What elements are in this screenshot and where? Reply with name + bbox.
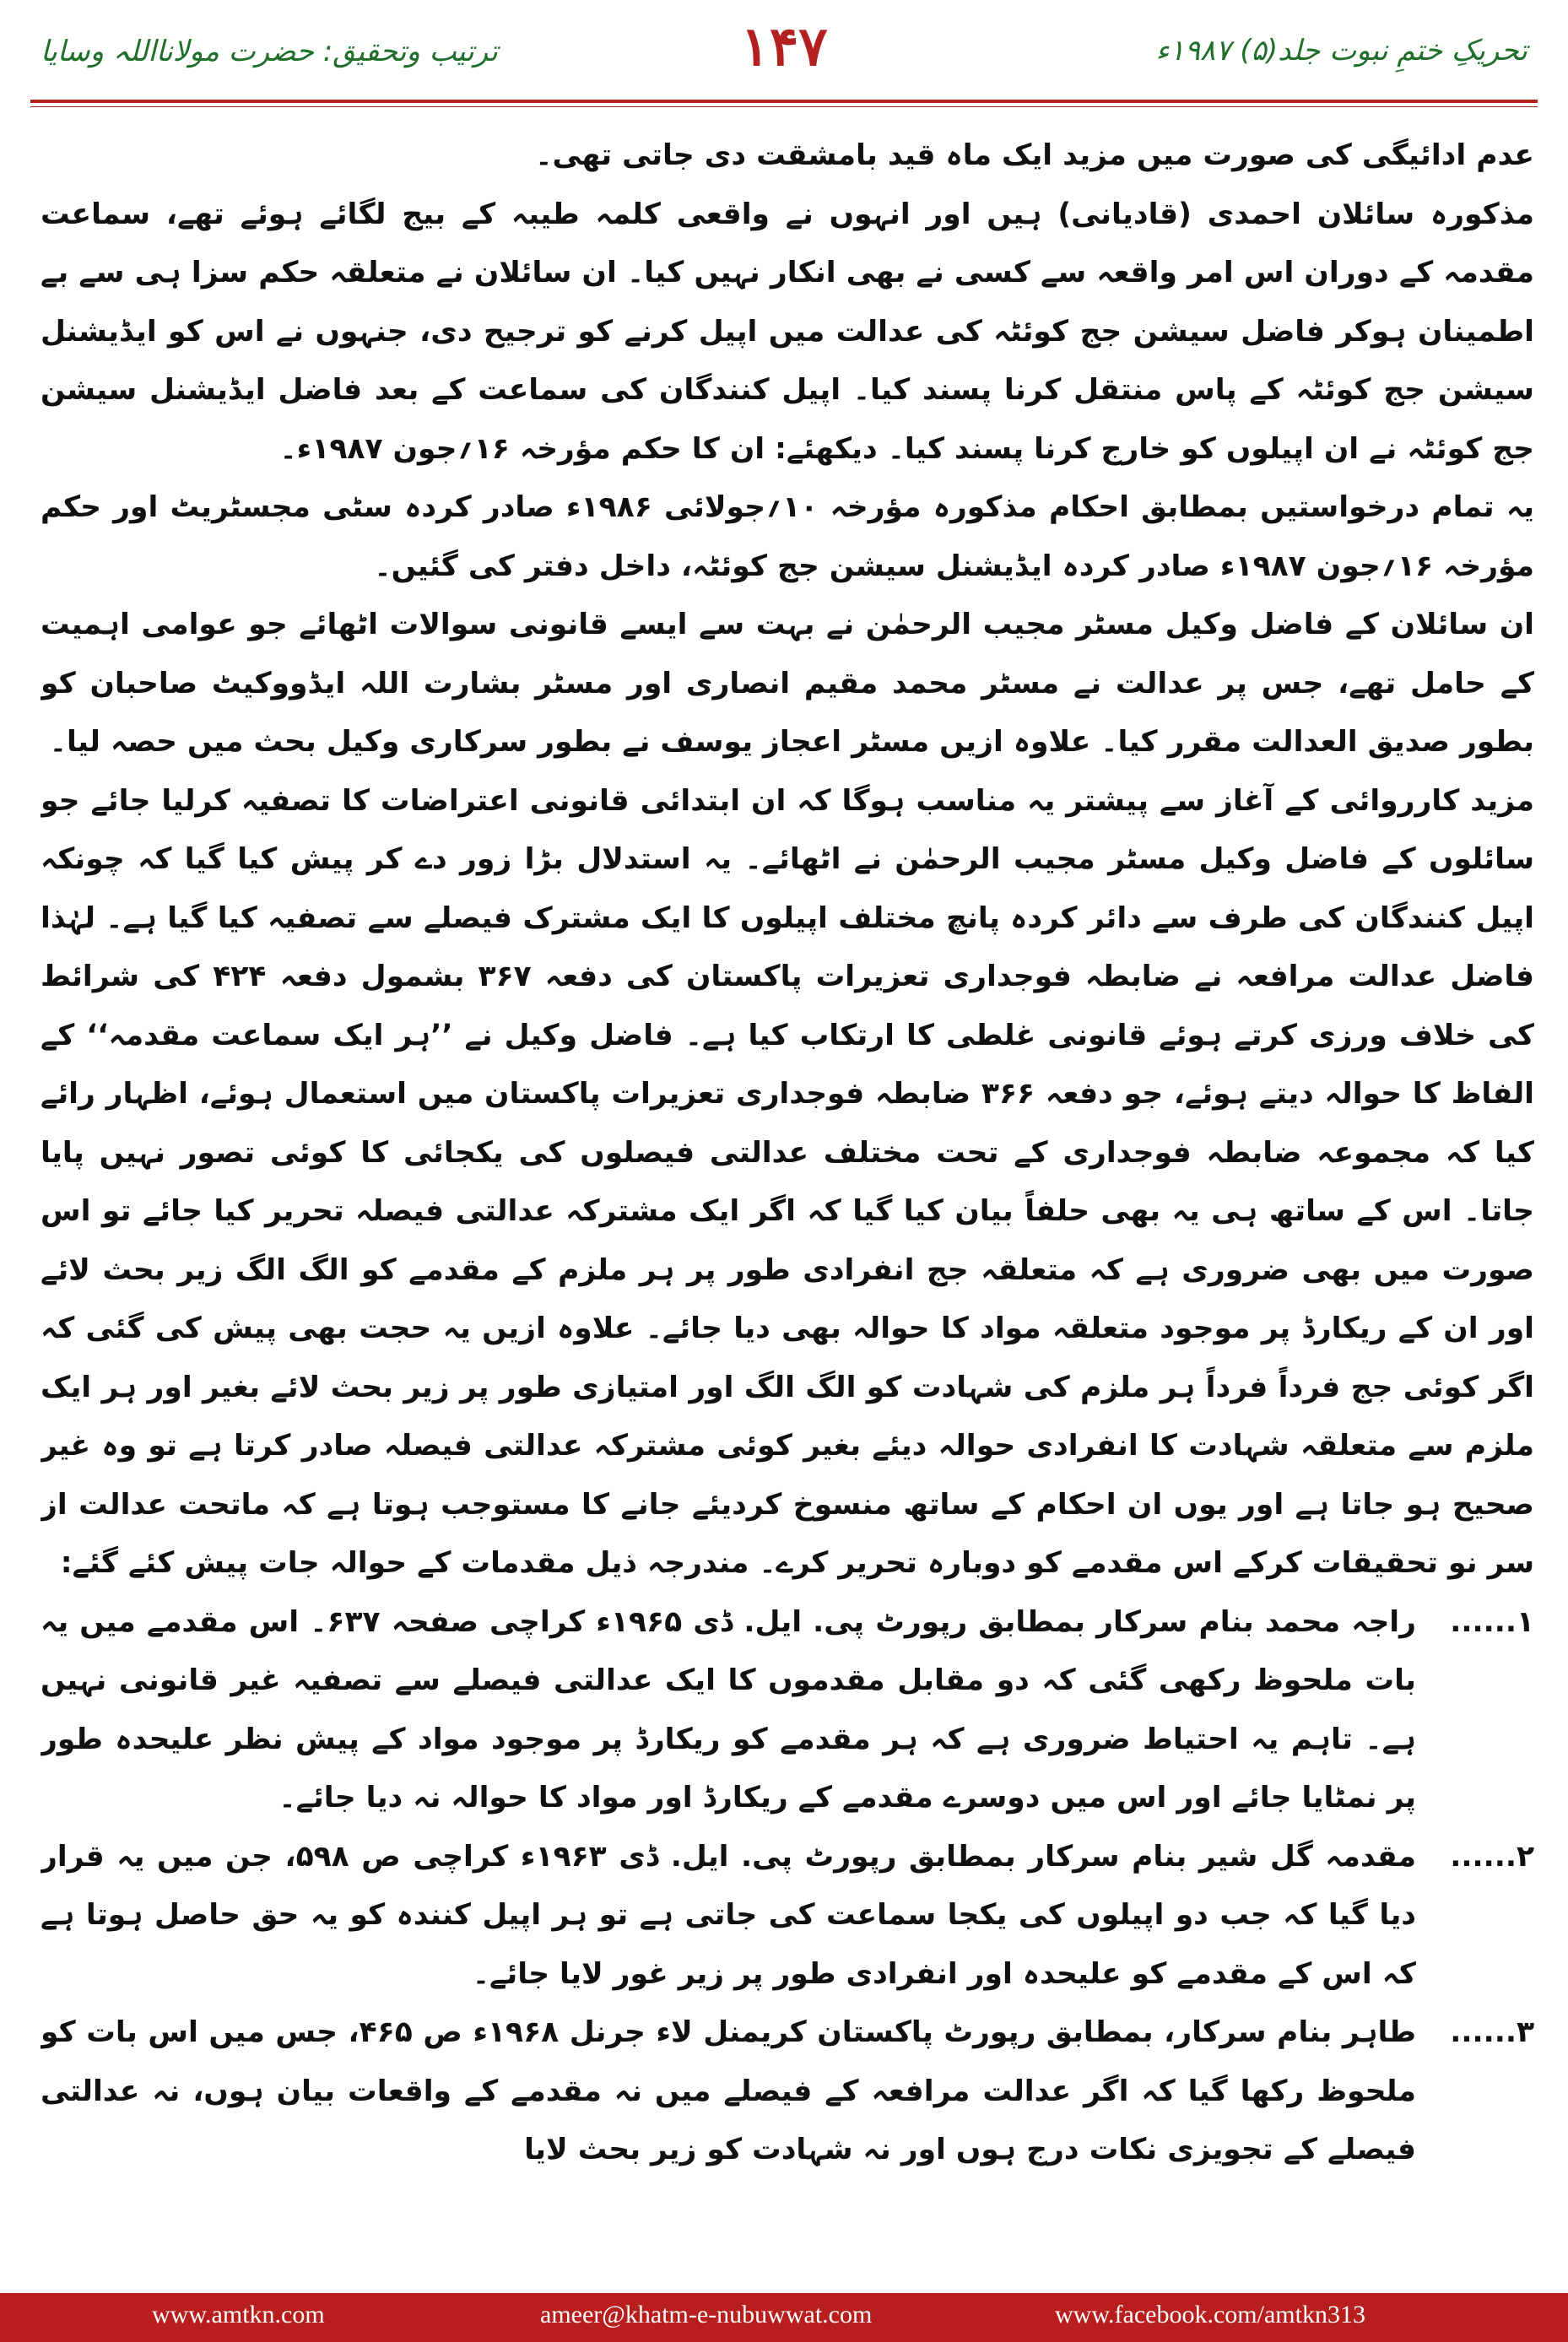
page-number: ۱۴۷ (740, 15, 828, 78)
paragraph: ان سائلان کے فاضل وکیل مسٹر مجیب الرحمٰن نے بہت سے ایسے قانونی سوالات اٹھائے جو عوامی اہمیت کے حامل تھے، جس پر عدالت نے مسٹر محمد مقیم انصاری اور مسٹر بشارت اللہ ایڈووکیٹ صاحبان کو بطور صدیق العدالت مقرر کیا۔ علاوہ ازیں مسٹر اعجاز یوسف نے بطور سرکاری وکیل بحث میں حصہ لیا۔ (41, 608, 1534, 759)
facebook-link[interactable]: www.facebook.com/amtkn313 (1055, 2301, 1365, 2328)
compiler-credit: ترتیب وتحقیق: حضرت مولانااللہ وسایا (41, 35, 498, 68)
paragraph: عدم ادائیگی کی صورت میں مزید ایک ماہ قید بامشقت دی جاتی تھی۔ (535, 138, 1534, 172)
case-citation (41, 1828, 1534, 2004)
case-citation (41, 1593, 1534, 1828)
header-divider-thin (30, 106, 1538, 107)
paragraph: مزید کارروائی کے آغاز سے پیشتر یہ مناسب ہوگا کہ ان ابتدائی قانونی اعتراضات کا تصفیہ کرلیا جائے جو سائلوں کے فاضل وکیل مسٹر مجیب الرحمٰن نے اٹھائے۔ یہ استدلال بڑا زور دے کر پیش کیا گیا کہ چونکہ اپیل کنندگان کی طرف سے دائر کردہ پانچ مختلف اپیلوں کا ایک مشترک فیصلے سے تصفیہ کیا گیا ہے۔ لہٰذا فاضل عدالت مرافعہ نے ضابطہ فوجداری تعزیرات پاکستان کی دفعہ ۳۶۷ بشمول دفعہ ۴۲۴ کی شرائط کی خلاف ورزی کرتے ہوئے قانونی غلطی کا ارتکاب کیا ہے۔ فاضل وکیل نے ’’ہر ایک سماعت مقدمہ‘‘ کے الفاظ کا حوالہ دیتے ہوئے، جو دفعہ ۳۶۶ ضابطہ فوجداری تعزیرات پاکستان میں استعمال ہوئے، اظہار رائے کیا کہ مجموعہ ضابطہ فوجداری کے تحت مختلف عدالتی فیصلوں کی یکجائی کا کوئی تصور نہیں پایا جاتا۔ اس کے ساتھ ہی یہ بھی حلفاً بیان کیا گیا کہ اگر ایک مشترکہ عدالتی فیصلہ تحریر کیا جائے تو اس صورت میں بھی ضروری ہے کہ متعلقہ جج انفرادی طور پر ہر ملزم کے مقدمے کو الگ الگ زیر بحث لائے اور ان کے ریکارڈ پر موجود متعلقہ مواد کا حوالہ بھی دیا جائے۔ علاوہ ازیں یہ حجت بھی پیش کی گئی کہ اگر کوئی جج فرداً فرداً ہر ملزم کی شہادت کو الگ الگ اور امتیازی طور پر زیر بحث لائے بغیر اور ہر ایک ملزم سے متعلقہ شہادت کا انفرادی حوالہ دیئے بغیر کوئی مشترکہ عدالتی فیصلہ صادر کرتا ہے تو وہ غیر صحیح ہو جاتا ہے اور یوں ان احکام کے ساتھ منسوخ کردیئے جانے کا مستوجب ہوتا ہے کہ ماتحت عدالت از سر نو تحقیقات کرکے اس مقدمے کو دوبارہ تحریر کرے۔ مندرجہ ذیل مقدمات کے حوالہ جات پیش کئے گئے: (41, 783, 1534, 1580)
paragraph: مذکورہ سائلان احمدی (قادیانی) ہیں اور انہوں نے واقعی کلمہ طیبہ کے بیج لگائے ہوئے تھے، سماعت مقدمہ کے دوران اس امر واقعہ سے کسی نے بھی انکار نہیں کیا۔ ان سائلان نے متعلقہ حکم سزا ہی سے بے اطمینان ہوکر فاضل سیشن جج کوئٹہ کی عدالت میں اپیل کرنے کو ترجیح دی، جنہوں نے اس کو ایڈیشنل سیشن جج کوئٹہ کے پاس منتقل کرنا پسند کیا۔ اپیل کنندگان کی سماعت کے بعد فاضل ایڈیشنل سیشن جج کوئٹہ نے ان اپیلوں کو خارج کرنا پسند کیا۔ دیکھئے: ان کا حکم مؤرخہ ۱۶؍جون ۱۹۸۷ء۔ (41, 197, 1534, 466)
citation-number: ۲...... (1450, 1839, 1534, 1874)
page-header (0, 0, 1568, 127)
citation-text: مقدمہ گل شیر بنام سرکار بمطابق رپورٹ پی. ایل. ڈی ۱۹۶۳ء کراچی ص ۵۹۸، جن میں یہ قرار دیا گیا کہ جب دو اپیلوں کی یکجا سماعت کی جاتی ہے تو ہر اپیل کنندہ کو یہ حق حاصل ہوتا ہے کہ اس کے مقدمے کو علیحدہ اور انفرادی طور پر زیر غور لایا جائے۔ (41, 1839, 1416, 1991)
citation-text: راجہ محمد بنام سرکار بمطابق رپورٹ پی. ایل. ڈی ۱۹۶۵ء کراچی صفحہ ۶۳۷۔ اس مقدمے میں یہ بات ملحوظ رکھی گئی کہ دو مقابل مقدموں کا ایک عدالتی فیصلے سے تصفیہ غیر قانونی نہیں ہے۔ تاہم یہ احتیاط ضروری ہے کہ ہر مقدمے کو ریکارڈ پر موجود مواد کے پیش نظر علیحدہ طور پر نمٹایا جائے اور اس میں دوسرے مقدمے کے ریکارڈ اور مواد کا حوالہ نہ دیا جائے۔ (41, 1604, 1416, 1815)
citation-number: ۱...... (1450, 1604, 1534, 1639)
citation-number: ۳...... (1450, 2015, 1534, 2049)
email-link[interactable]: ameer@khatm-e-nubuwwat.com (540, 2301, 873, 2328)
paragraph: یہ تمام درخواستیں بمطابق احکام مذکورہ مؤرخہ ۱۰؍جولائی ۱۹۸۶ء صادر کردہ سٹی مجسٹریٹ اور حکم مؤرخہ ۱۶؍جون ۱۹۸۷ء صادر کردہ ایڈیشنل سیشن جج کوئٹہ، داخل دفتر کی گئیں۔ (41, 490, 1534, 583)
case-citation (41, 2004, 1534, 2180)
website-link[interactable]: www.amtkn.com (152, 2301, 325, 2328)
book-title: تحریکِ ختمِ نبوت جلد(۵) ۱۹۸۷ء (1155, 34, 1527, 68)
header-divider (30, 100, 1538, 103)
page-body (41, 127, 1534, 2203)
citation-text: طاہر بنام سرکار، بمطابق رپورٹ پاکستان کریمنل لاء جرنل ۱۹۶۸ء ص ۴۶۵، جس میں اس بات کو ملحوظ رکھا گیا کہ اگر عدالت مرافعہ کے فیصلے میں نہ مقدمے کے واقعات بیان ہوں، نہ عدالتی فیصلے کے تجویزی نکات درج ہوں اور نہ شہادت کو زیر بحث لایا (41, 2015, 1416, 2166)
page-footer (0, 2293, 1568, 2342)
